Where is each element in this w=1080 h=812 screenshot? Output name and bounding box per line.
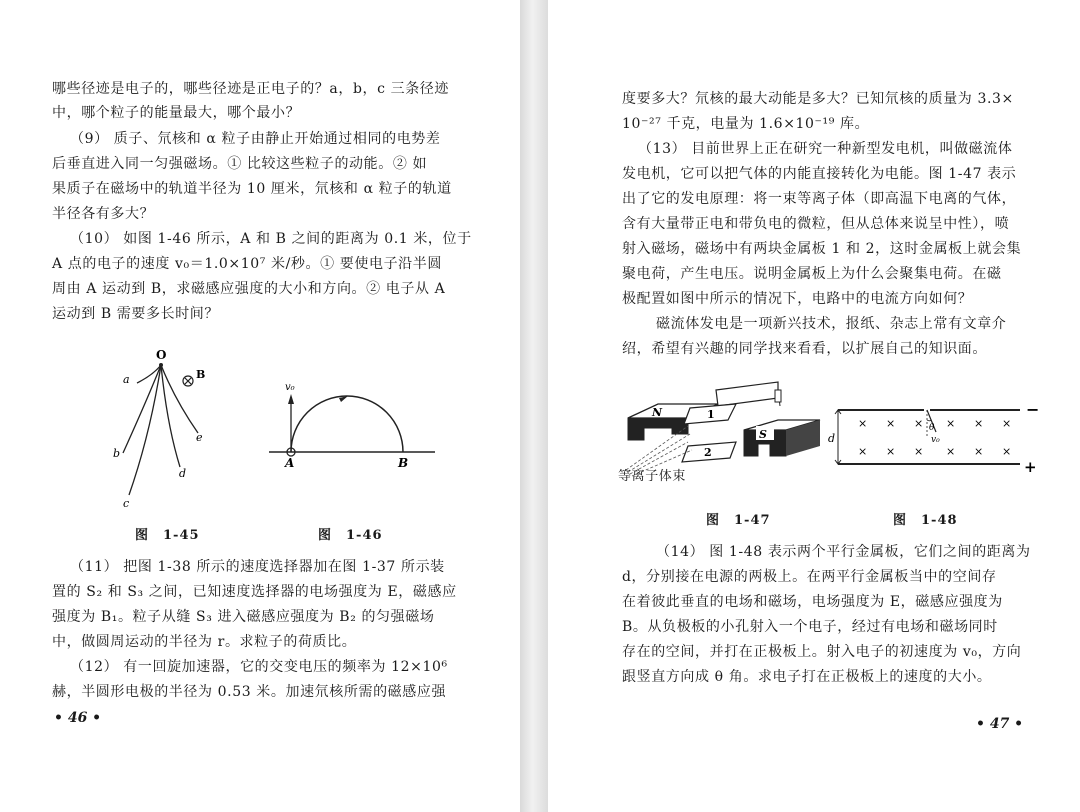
- figure-caption: 图 1-46: [318, 528, 383, 543]
- fig48-label-plus: +: [1024, 458, 1037, 476]
- text-line: 存在的空间，并打在正极板上。射入电子的初速度为 v₀，方向: [622, 644, 1022, 660]
- text-line: 后垂直进入同一匀强磁场。① 比较这些粒子的动能。② 如: [52, 156, 428, 172]
- field-cross: ×: [1002, 417, 1012, 430]
- fig45-label-c: c: [123, 497, 130, 510]
- text-line: 绍，希望有兴趣的同学找来看看，以扩展自己的知识面。: [622, 341, 987, 357]
- field-cross: ×: [1002, 445, 1012, 458]
- fig45-label-a: a: [123, 373, 130, 386]
- text-line: 置的 S₂ 和 S₃ 之间，已知速度选择器的电场强度为 E，磁感应: [52, 584, 457, 600]
- fig45-label-d: d: [179, 467, 187, 480]
- text-line: 度要多大？氘核的最大动能是多大？已知氘核的质量为 3.3×: [622, 91, 1014, 107]
- text-line: 运动到 B 需要多长时间？: [52, 306, 219, 322]
- text-line: 磁流体发电是一项新兴技术，报纸、杂志上常有文章介: [656, 316, 1007, 332]
- text-line: （12） 有一回旋加速器，它的交变电压的频率为 12×10⁶: [70, 659, 448, 675]
- text-line: 周由 A 运动到 B，求磁感应强度的大小和方向。② 电子从 A: [52, 281, 446, 297]
- text-line: （10） 如图 1-46 所示，A 和 B 之间的距离为 0.1 米，位于: [70, 231, 472, 247]
- text-line: （14） 图 1-48 表示两个平行金属板，它们之间的距离为: [656, 544, 1031, 560]
- right-page: [548, 0, 1080, 812]
- field-cross: ×: [858, 417, 868, 430]
- velocity-arrow-icon: [288, 394, 294, 404]
- fig48-label-v0: v₀: [931, 435, 940, 445]
- figure-caption: 图 1-45: [135, 528, 200, 543]
- page-number: • 47 •: [976, 716, 1024, 732]
- figure-1-48: [828, 398, 1038, 476]
- text-line: 发电机，它可以把气体的内能直接转化为电能。图 1-47 表示: [622, 166, 1017, 182]
- left-page: [0, 0, 520, 812]
- text-line: 在着彼此垂直的电场和磁场，电场强度为 E，磁感应强度为: [622, 594, 1003, 610]
- field-cross: ×: [886, 445, 896, 458]
- text-line: （13） 目前世界上正在研究一种新型发电机，叫做磁流体: [638, 141, 1013, 157]
- fig45-label-e: e: [196, 431, 203, 444]
- fig47-label-plate-1: 1: [707, 408, 715, 421]
- text-line: 射入磁场，磁场中有两块金属板 1 和 2，这时金属板上就会集: [622, 241, 1022, 257]
- text-line: 跟竖直方向成 θ 角。求电子打在正极板上的速度的大小。: [622, 669, 992, 685]
- figure-1-46: [265, 378, 435, 473]
- fig45-label-field: B: [196, 368, 206, 381]
- text-line: 强度为 B₁。粒子从缝 S₃ 进入磁感应强度为 B₂ 的匀强磁场: [52, 609, 435, 625]
- field-cross: ×: [886, 417, 896, 430]
- fig46-label-b: B: [398, 456, 409, 470]
- fig47-label-n: N: [652, 406, 663, 419]
- fig47-label-s: S: [759, 428, 767, 441]
- page-number: • 46 •: [54, 710, 102, 726]
- field-cross: ×: [914, 445, 924, 458]
- fig45-label-b: b: [113, 447, 121, 460]
- field-cross: ×: [974, 445, 984, 458]
- text-line: A 点的电子的速度 v₀＝1.0×10⁷ 米/秒。① 要使电子沿半圆: [52, 256, 442, 272]
- fig48-label-d: d: [828, 432, 836, 445]
- text-line: 中，做圆周运动的半径为 r。求粒子的荷质比。: [52, 634, 357, 650]
- fig48-label-theta: θ: [929, 423, 935, 433]
- book-gutter: [520, 0, 548, 812]
- fig45-label-o: O: [156, 348, 167, 362]
- text-line: 赫，半圆形电极的半径为 0.53 米。加速氘核所需的磁感应强: [52, 684, 447, 700]
- field-cross: ×: [946, 445, 956, 458]
- text-line: 中，哪个粒子的能量最大，哪个最小？: [52, 105, 301, 121]
- fig47-label-plasma: 等离子体束: [618, 469, 687, 484]
- text-line: 含有大量带正电和带负电的微粒，但从总体来说呈中性），喷: [622, 216, 1010, 232]
- text-line: 10⁻²⁷ 千克，电量为 1.6×10⁻¹⁹ 库。: [622, 116, 870, 132]
- text-line: B。从负极板的小孔射入一个电子，经过有电场和磁场同时: [622, 619, 998, 635]
- fig48-label-minus: −: [1026, 400, 1040, 419]
- fig46-label-v0: v₀: [285, 382, 295, 393]
- text-line: 哪些径迹是电子的，哪些径迹是正电子的？a，b，c 三条径迹: [52, 81, 449, 97]
- field-cross: ×: [858, 445, 868, 458]
- text-line: 出了它的发电原理：将一束等离子体（即高温下电离的气体，: [622, 191, 1017, 207]
- field-cross: ×: [914, 417, 924, 430]
- text-line: 极配置如图中所示的情况下，电路中的电流方向如何？: [622, 291, 973, 307]
- field-cross: ×: [974, 417, 984, 430]
- text-line: d，分别接在电源的两极上。在两平行金属板当中的空间存: [622, 569, 997, 585]
- fig47-label-plate-2: 2: [704, 446, 712, 459]
- text-line: 聚电荷，产生电压。说明金属板上为什么会聚集电荷。在磁: [622, 266, 1002, 282]
- text-line: 果质子在磁场中的轨道半径为 10 厘米，氘核和 α 粒子的轨道: [52, 181, 452, 197]
- figure-caption: 图 1-48: [893, 513, 958, 528]
- fig46-label-a: A: [285, 456, 295, 470]
- figure-1-45: [95, 345, 235, 510]
- text-line: 半径各有多大？: [52, 206, 155, 222]
- field-cross: ×: [946, 417, 956, 430]
- figure-caption: 图 1-47: [706, 513, 771, 528]
- text-line: （11） 把图 1-38 所示的速度选择器加在图 1-37 所示装: [70, 559, 445, 575]
- text-line: （9） 质子、氘核和 α 粒子由静止开始通过相同的电势差: [70, 131, 441, 147]
